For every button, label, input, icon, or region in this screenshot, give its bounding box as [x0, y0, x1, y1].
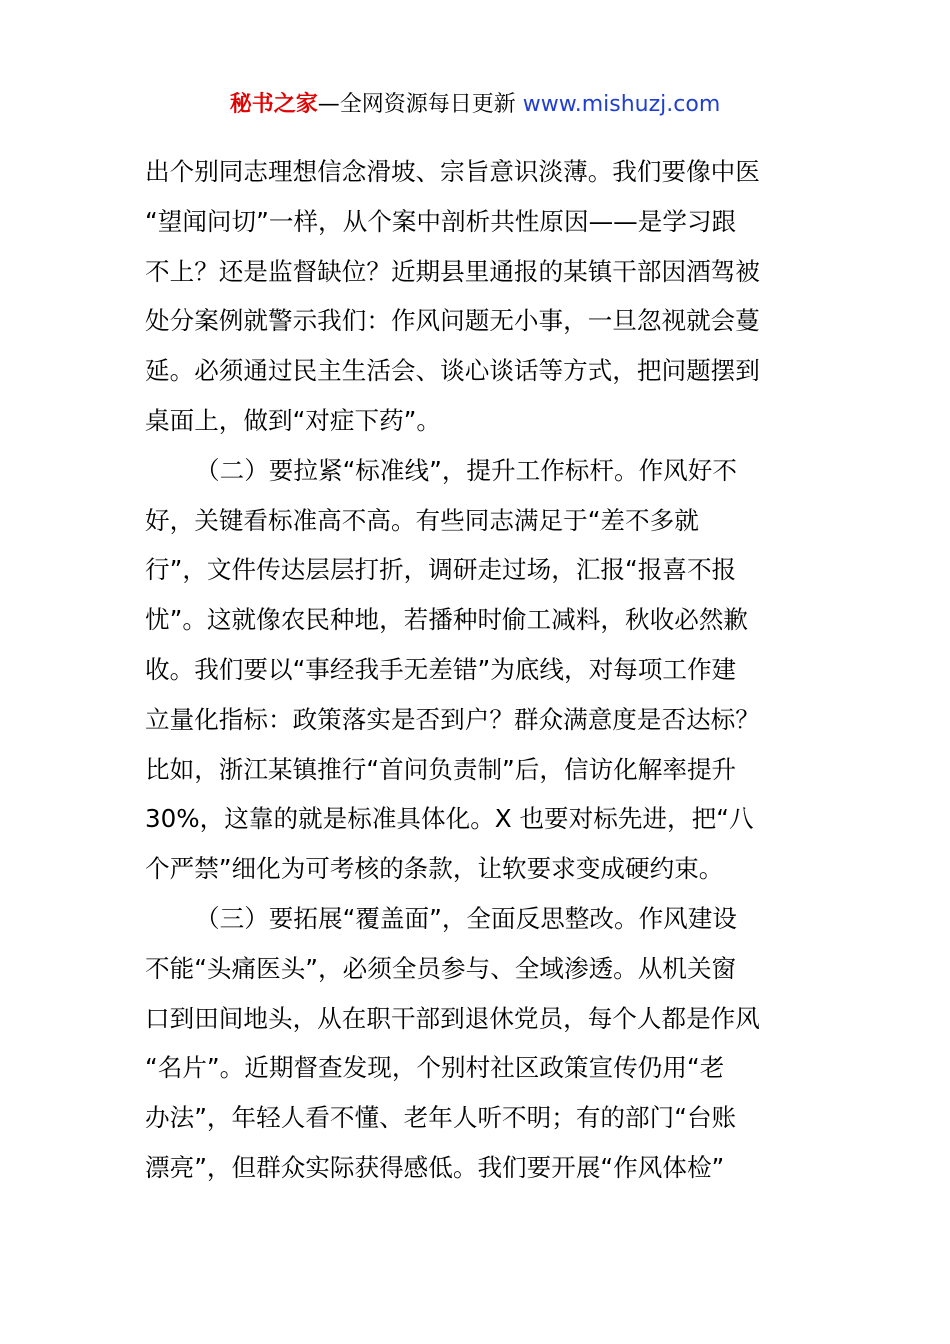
brand-name: 秘书之家	[229, 92, 318, 117]
text-line: 延。必须通过民主生活会、谈心谈话等方式，把问题摆到	[145, 356, 760, 386]
text-line: 出个别同志理想信念滑坡、宗旨意识淡薄。我们要像中医	[145, 157, 760, 186]
text-line: 30%，这靠的就是标准具体化。X 也要对标先进，把“八	[145, 804, 754, 834]
text-line: 漂亮”，但群众实际获得感低。我们要开展“作风体检”	[145, 1152, 725, 1182]
section-heading-line: （二）要拉紧“标准线”，提升工作标杆。作风好不	[195, 455, 737, 485]
document-body	[145, 147, 807, 1193]
text-line: 收。我们要以“事经我手无差错”为底线，对每项工作建	[145, 654, 737, 684]
header-tagline: —全网资源每日更新	[317, 92, 523, 117]
text-line: 行”，文件传达层层打折，调研走过场，汇报“报喜不报	[145, 555, 737, 585]
text-line: “望闻问切”一样，从个案中剖析共性原因——是学习跟	[145, 206, 737, 236]
text-line: 不能“头痛医头”，必须全员参与、全域渗透。从机关窗	[145, 953, 737, 983]
text-line: 不上？还是监督缺位？近期县里通报的某镇干部因酒驾被	[145, 256, 760, 286]
site-url-link[interactable]: www.mishuzj.com	[522, 92, 721, 117]
text-line: 立量化指标：政策落实是否到户？群众满意度是否达标？	[145, 704, 760, 734]
text-line: “名片”。近期督查发现，个别村社区政策宣传仍用“老	[145, 1053, 725, 1083]
text-line: 桌面上，做到“对症下药”。	[145, 405, 442, 435]
text-line: 个严禁”细化为可考核的条款，让软要求变成硬约束。	[145, 854, 724, 884]
page-header	[0, 88, 950, 122]
section-heading-line: （三）要拓展“覆盖面”，全面反思整改。作风建设	[195, 903, 737, 933]
text-line: 比如，浙江某镇推行“首问负责制”后，信访化解率提升	[145, 754, 737, 784]
text-line: 办法”，年轻人看不懂、老年人听不明；有的部门“台账	[145, 1103, 737, 1133]
text-line: 好，关键看标准高不高。有些同志满足于“差不多就	[145, 505, 699, 535]
text-line: 口到田间地头，从在职干部到退休党员，每个人都是作风	[145, 1003, 760, 1033]
text-line: 忧”。这就像农民种地，若播种时偷工减料，秋收必然歉	[145, 605, 748, 635]
text-line: 处分案例就警示我们：作风问题无小事，一旦忽视就会蔓	[145, 306, 760, 336]
